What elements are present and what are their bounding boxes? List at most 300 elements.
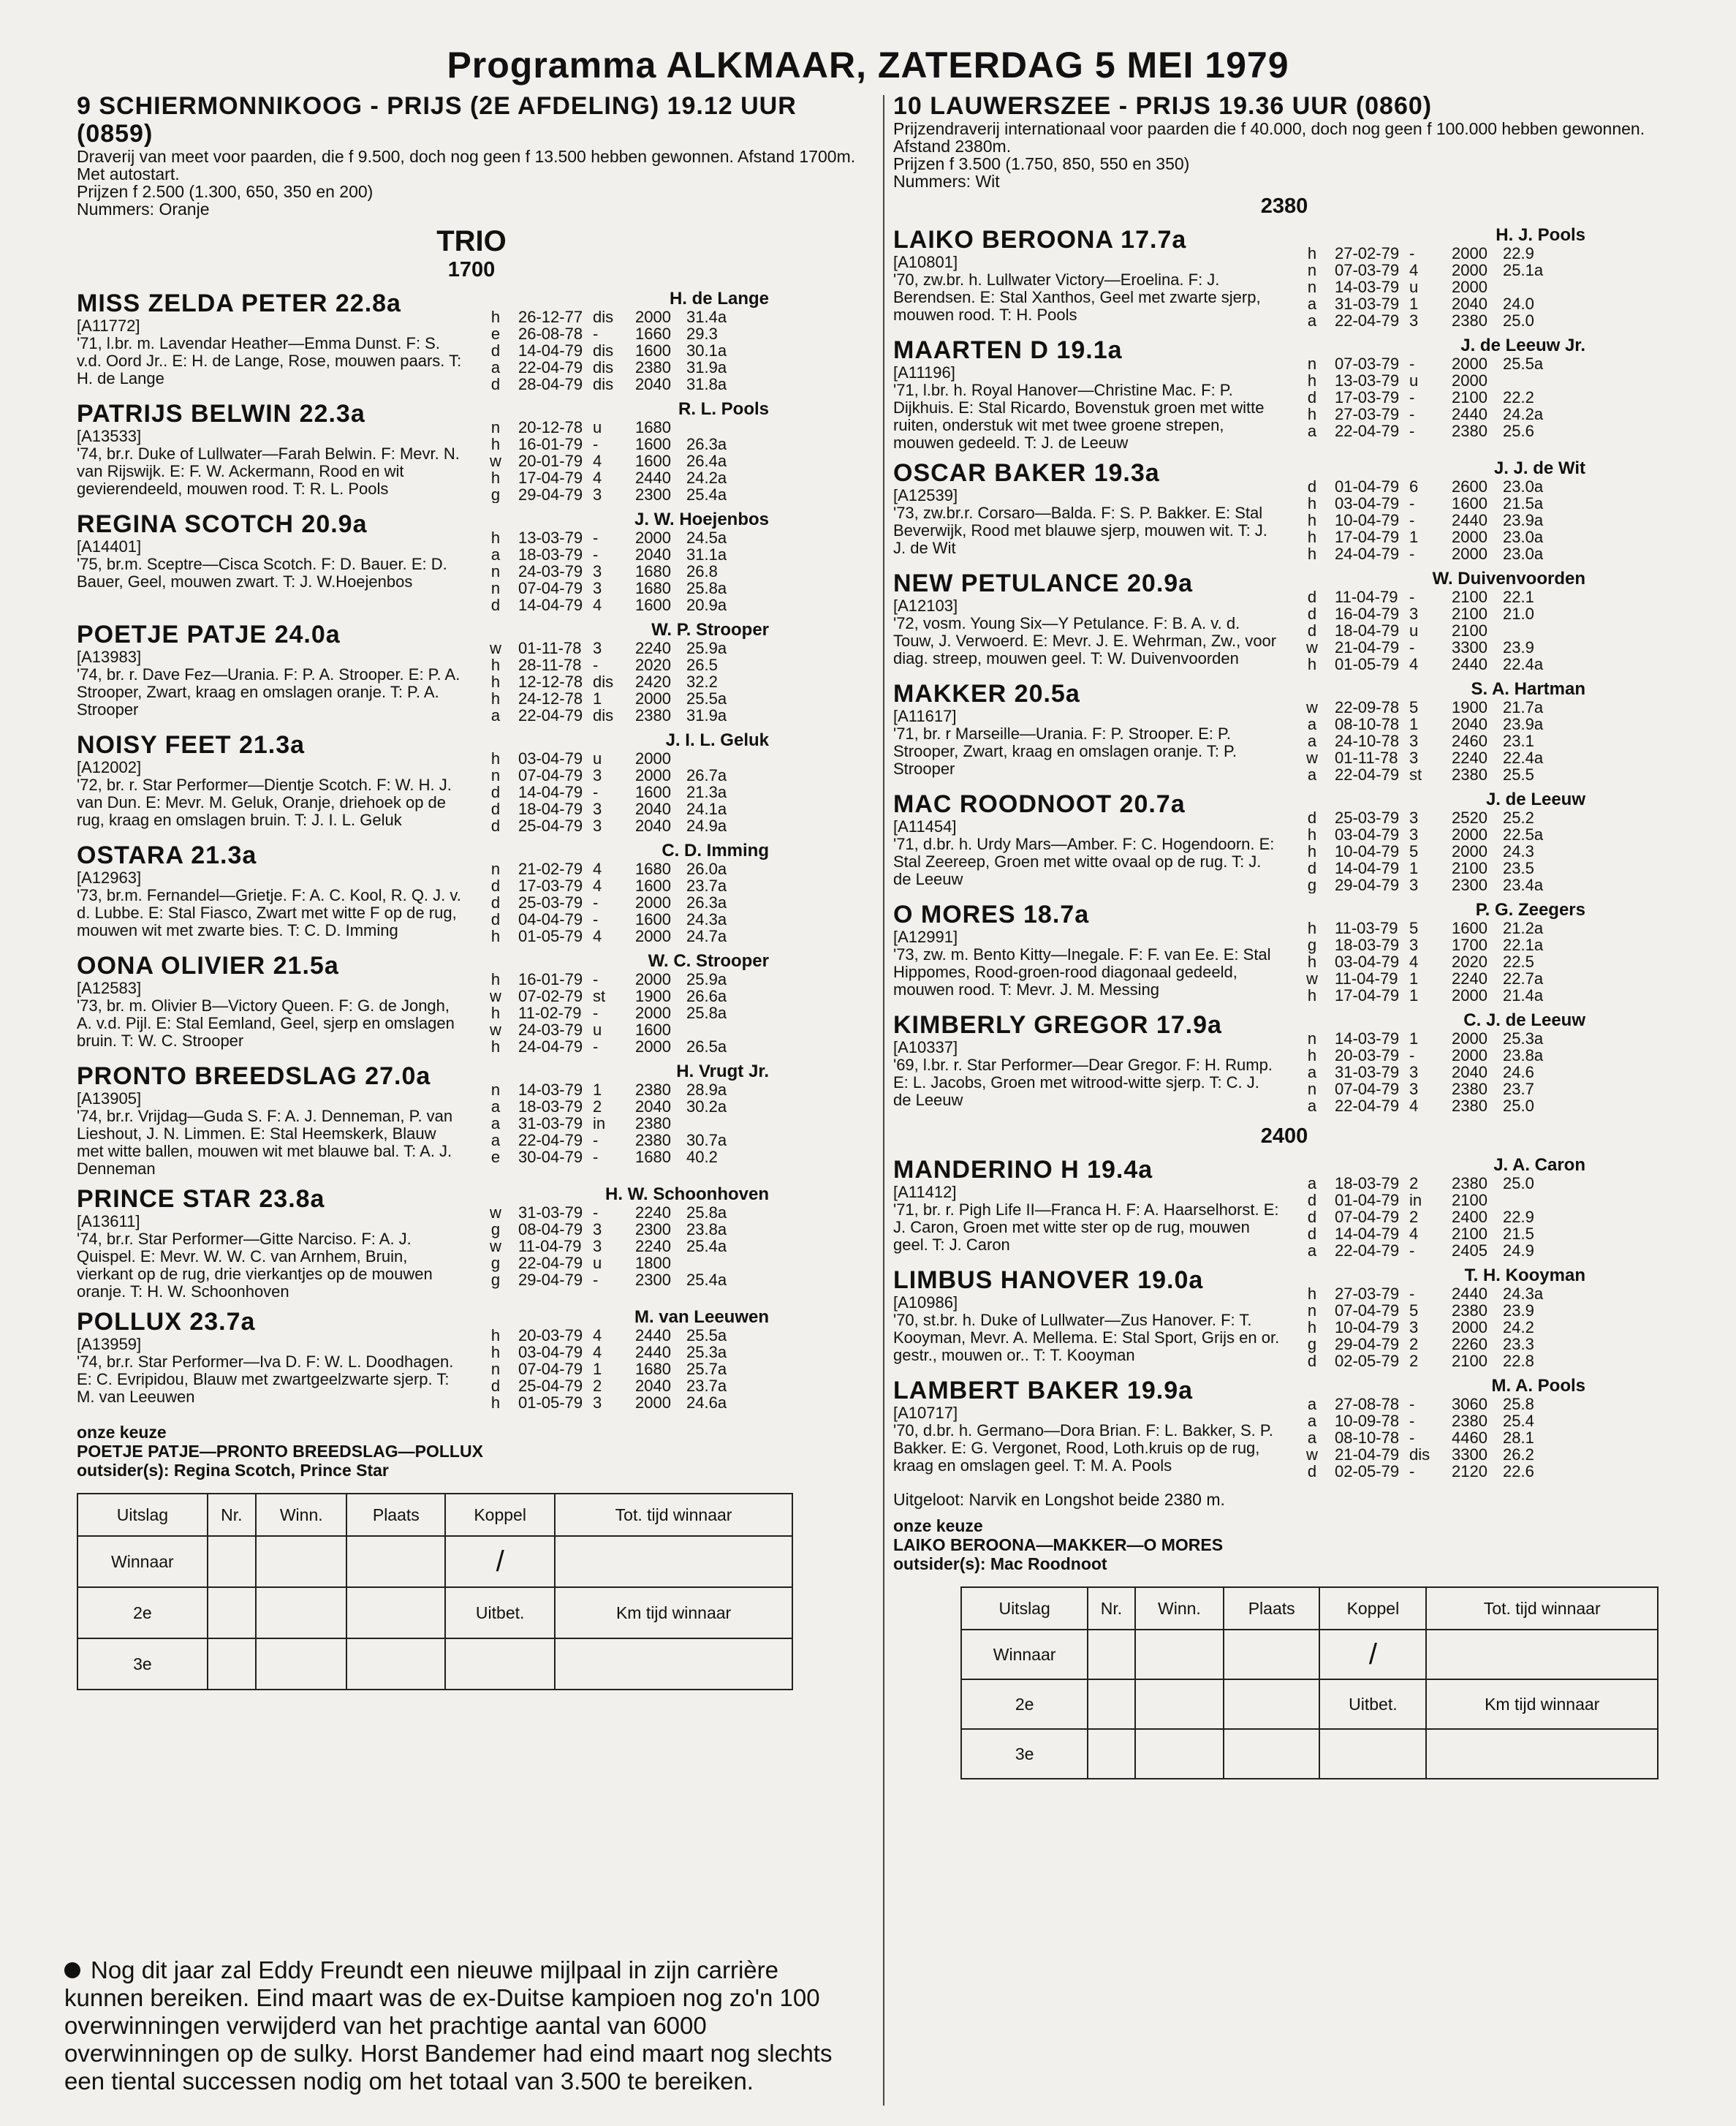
run-time: 23.3 (1503, 1335, 1534, 1353)
run-time: 31.9a (686, 706, 727, 724)
run-distance: 2600 (1452, 477, 1487, 496)
race-numbers: Nummers: Oranje (77, 200, 210, 219)
run-row (1289, 1302, 1585, 1319)
run-place: 4 (1409, 261, 1419, 279)
horse-id: [A11412] (893, 1183, 957, 1201)
track-code: e (490, 1148, 501, 1166)
run-date: 14-04-79 (518, 341, 583, 360)
run-date: 07-04-79 (518, 1360, 583, 1378)
run-date: 01-11-78 (518, 639, 582, 657)
run-date: 20-03-79 (518, 1326, 583, 1344)
run-distance: 2040 (635, 817, 671, 834)
track-code: n (1307, 261, 1317, 279)
horse-info (893, 680, 1281, 778)
track-code: d (1307, 1462, 1317, 1480)
run-distance: 3300 (1452, 1445, 1487, 1464)
run-place: - (593, 545, 599, 564)
cell[interactable] (346, 1638, 445, 1690)
run-distance: 2040 (635, 1377, 671, 1395)
cell[interactable] (445, 1638, 555, 1690)
horse-pedigree: '71, br. r. Pigh Life II—Franca H. F: A. Haarselhorst. E: J. Caron, Groen met witte ster op de rug, mouwen geel. T: J. Caron (893, 1200, 1279, 1254)
cell[interactable] (256, 1638, 347, 1690)
track-code: d (1307, 1352, 1317, 1369)
horse-name: POETJE PATJE 24.0a (77, 621, 341, 648)
run-place: - (593, 325, 599, 343)
col-koppel: Koppel (1319, 1587, 1426, 1630)
run-place: u (1409, 278, 1419, 296)
run-distance: 2100 (1452, 1225, 1487, 1243)
cell[interactable] (1224, 1729, 1319, 1779)
run-place: 3 (593, 639, 602, 657)
run-distance: 2380 (1452, 1301, 1487, 1320)
track-code: d (490, 783, 501, 801)
run-date: 13-03-79 (518, 529, 583, 547)
run-time: 32.2 (686, 673, 718, 691)
cell[interactable] (1224, 1679, 1319, 1729)
horse-name: OSCAR BAKER 19.3a (893, 459, 1160, 487)
run-place: 1 (593, 1081, 602, 1099)
run-place: 4 (593, 1343, 602, 1361)
horse-pedigree: '74, br.r. Star Performer—Gitte Narciso. F: A. J. Quispel. E: Mevr. W. W. C. van Arnhem, Bruin, vierkant op de rug, drie vierkantjes op de mouwen oranje. T: H. W. Schoonhoven (77, 1230, 433, 1301)
cell[interactable] (346, 1587, 445, 1638)
run-date: 01-11-78 (1335, 749, 1398, 767)
cell[interactable] (1135, 1630, 1224, 1679)
bullet-icon (64, 1962, 80, 1978)
track-code: w (490, 987, 501, 1005)
cell[interactable] (1135, 1679, 1224, 1729)
run-row (473, 436, 769, 453)
run-distance: 2000 (1452, 1046, 1487, 1064)
run-distance: 3060 (1452, 1395, 1487, 1413)
run-date: 07-03-79 (1335, 261, 1400, 279)
run-distance: 1680 (635, 579, 671, 597)
run-row (1289, 1396, 1585, 1412)
track-code: n (1307, 278, 1317, 296)
run-date: 18-04-79 (1335, 621, 1400, 640)
run-place: - (1409, 244, 1415, 262)
run-time: 28.9a (686, 1081, 727, 1099)
run-date: 22-04-79 (518, 706, 583, 724)
track-code: h (490, 308, 501, 326)
track-code: h (1307, 371, 1317, 390)
horse-id: [A14401] (77, 537, 142, 556)
run-distance: 1600 (635, 341, 671, 360)
horse-id: [A10337] (893, 1038, 958, 1056)
result-table (77, 1493, 793, 1690)
trainer-name: T. H. Kooyman (1464, 1266, 1585, 1285)
horse-id: [A12963] (77, 869, 142, 887)
run-row (473, 1344, 769, 1361)
run-place: 3 (593, 579, 602, 597)
run-row (1289, 766, 1585, 783)
horse-pedigree: '73, zw.br.r. Corsaro—Balda. F: S. P. Bakker. E: Stal Beverwijk, Rood met blauwe sjerp, mouwen wit. T: J. J. de Wit (893, 504, 1267, 557)
run-date: 02-05-79 (1335, 1462, 1400, 1480)
run-place: 5 (1409, 1301, 1419, 1320)
horse-info (893, 1377, 1281, 1475)
horse-number (893, 796, 896, 824)
run-time: 23.1 (1503, 732, 1534, 750)
run-date: 29-04-79 (518, 1271, 583, 1289)
run-row (473, 419, 769, 436)
track-code: w (490, 639, 501, 657)
cell[interactable] (346, 1536, 445, 1587)
run-row (1289, 478, 1585, 495)
cell[interactable] (1135, 1729, 1224, 1779)
trainer-name: H. W. Schoonhoven (604, 1185, 769, 1204)
run-date: 13-03-79 (1335, 371, 1400, 390)
track-code: d (1307, 621, 1317, 640)
cell[interactable] (1088, 1679, 1135, 1729)
race-heading: 9 SCHIERMONNIKOOG - PRIJS (2E AFDELING) 19.12 UUR (0859) (77, 92, 797, 148)
track-code: a (1307, 1395, 1317, 1413)
run-time: 23.5 (1503, 859, 1534, 877)
horse-form (473, 1185, 769, 1288)
run-place: 2 (1409, 1335, 1419, 1353)
track-code: h (1307, 511, 1317, 529)
run-date: 24-04-79 (518, 1037, 583, 1055)
run-row (473, 1115, 769, 1132)
run-place: - (593, 1271, 599, 1289)
horse-info (77, 290, 464, 387)
track-code: h (1307, 1285, 1317, 1303)
run-distance: 1900 (1452, 698, 1487, 716)
horse-pedigree: '71, l.br. h. Royal Hanover—Christine Mac. F: P. Dijkhuis. E: Stal Ricardo, Bovenstuk groen met witte ruiten, onderstuk wit met twee groene strepen, mouwen gedeeld. T: J. de Leeuw (893, 381, 1265, 452)
run-distance: 2000 (635, 766, 671, 784)
run-time: 21.3a (686, 783, 727, 801)
run-distance: 1600 (635, 910, 671, 928)
run-time: 22.9 (1503, 1208, 1534, 1226)
row-2e: 2e (77, 1587, 208, 1638)
run-place: 3 (593, 766, 602, 784)
run-row (1289, 656, 1585, 673)
horse-form (1289, 336, 1585, 439)
run-date: 20-12-78 (518, 418, 583, 436)
race-prizes: Prijzen f 3.500 (1.750, 850, 550 en 350) (893, 154, 1190, 173)
horse-pedigree: '75, br.m. Sceptre—Cisca Scotch. F: D. Bauer. E: D. Bauer, Geel, mouwen zwart. T: J. W.Hoejenbos (77, 555, 447, 591)
run-distance: 2440 (1452, 511, 1487, 529)
run-time: 22.9 (1503, 244, 1534, 262)
track-code: e (490, 325, 501, 343)
col-uitslag: Uitslag (77, 1494, 208, 1536)
run-date: 20-03-79 (1335, 1046, 1400, 1064)
cell[interactable] (1224, 1630, 1319, 1679)
run-date: 10-04-79 (1335, 1318, 1400, 1336)
run-date: 27-03-79 (1335, 405, 1400, 423)
track-code: w (490, 452, 501, 470)
run-row (1289, 545, 1585, 562)
run-time: 21.5 (1503, 1225, 1534, 1243)
horse-form (1289, 680, 1585, 783)
run-date: 25-03-79 (1335, 809, 1400, 827)
horse-name: KIMBERLY GREGOR 17.9a (893, 1011, 1222, 1039)
cell[interactable] (1319, 1729, 1426, 1779)
row-winnaar: Winnaar (77, 1536, 208, 1587)
run-row (473, 657, 769, 673)
track-code: d (490, 375, 501, 393)
run-date: 22-04-79 (518, 358, 583, 377)
run-date: 24-10-78 (1335, 732, 1400, 750)
run-row (1289, 970, 1585, 987)
horse-pedigree: '71, br. r Marseille—Urania. F: P. Strooper. E: P. Strooper, Zwart, kraag en omslagen oranje. T: P. Strooper (893, 725, 1237, 778)
run-distance: 2000 (1452, 825, 1487, 844)
run-distance: 2000 (635, 529, 671, 547)
track-code: d (1307, 605, 1317, 623)
horse-name: MISS ZELDA PETER 22.8a (77, 290, 401, 317)
trainer-name: H. J. Pools (1496, 226, 1585, 245)
run-place: u (593, 1254, 602, 1272)
run-row (1289, 1242, 1585, 1259)
run-time: 28.1 (1503, 1429, 1534, 1447)
run-row (1289, 512, 1585, 529)
run-time: 23.9a (1503, 511, 1544, 529)
track-code: h (490, 927, 501, 945)
track-code: d (490, 817, 501, 834)
run-date: 08-10-78 (1335, 1429, 1400, 1447)
run-distance: 2000 (1452, 545, 1487, 562)
track-code: a (490, 706, 501, 724)
horse-list (77, 290, 866, 1411)
horse-info (77, 952, 464, 1050)
run-distance: 2100 (1452, 621, 1487, 640)
horse-id: [A12991] (893, 928, 958, 946)
run-distance: 2000 (635, 1004, 671, 1022)
run-date: 14-03-79 (1335, 1029, 1400, 1048)
run-distance: 2100 (1452, 388, 1487, 406)
horse-number (77, 406, 80, 434)
run-distance: 2300 (635, 1220, 671, 1238)
track-code: w (490, 1203, 501, 1222)
horse-name: NEW PETULANCE 20.9a (893, 570, 1194, 597)
horse-info (893, 1266, 1281, 1364)
run-place: 3 (593, 485, 602, 503)
run-date: 22-04-79 (1335, 1241, 1400, 1259)
horse-id: [A12002] (77, 758, 142, 776)
run-place: dis (593, 358, 614, 377)
cell[interactable] (555, 1638, 792, 1690)
run-date: 14-04-79 (1335, 1225, 1400, 1243)
track-code: h (490, 435, 501, 453)
horse-id: [A11617] (893, 707, 957, 725)
run-row (1289, 809, 1585, 826)
run-row (473, 1149, 769, 1165)
cell[interactable] (208, 1638, 256, 1690)
run-place: u (1409, 621, 1419, 640)
run-time: 26.2 (1503, 1445, 1534, 1464)
run-distance: 1660 (635, 325, 671, 343)
cell[interactable] (208, 1587, 256, 1638)
run-time: 25.5 (1503, 765, 1534, 783)
run-time: 23.7 (1503, 1080, 1534, 1098)
col-plaats: Plaats (346, 1494, 445, 1536)
track-code: n (490, 766, 501, 784)
horse-pedigree: '73, zw. m. Bento Kitty—Inegale. F: F. van Ee. E: Stal Hippomes, Rood-groen-rood diagonaal gedeeld, mouwen rood. T: Mevr. J. M. Messing (893, 945, 1271, 999)
cell[interactable] (555, 1536, 792, 1587)
row-3e: 3e (77, 1638, 208, 1690)
run-distance: 2000 (1452, 1029, 1487, 1048)
run-row (473, 928, 769, 945)
run-distance: 2380 (635, 358, 671, 377)
run-distance: 2000 (1452, 1318, 1487, 1336)
track-code: w (1306, 969, 1318, 988)
run-place: 1 (1409, 969, 1419, 988)
run-row (473, 784, 769, 801)
run-row (473, 469, 769, 486)
run-distance: 2020 (635, 656, 671, 674)
run-place: 4 (593, 860, 602, 878)
run-place: - (1409, 1412, 1415, 1430)
run-row (473, 1098, 769, 1115)
run-row (473, 1204, 769, 1221)
run-distance: 2260 (1452, 1335, 1487, 1353)
distance-label: 1700 (447, 258, 496, 281)
run-place: 4 (593, 469, 602, 487)
horse-pedigree: '74, br. r. Dave Fez—Urania. F: P. A. Strooper. E: P. A. Strooper, Zwart, kraag en omslagen oranje. T: P. A. Strooper (77, 665, 460, 719)
run-distance: 2300 (635, 485, 671, 503)
run-time: 25.2 (1503, 809, 1534, 827)
run-row (473, 988, 769, 1005)
run-row (473, 690, 769, 707)
run-place: 3 (593, 1220, 602, 1238)
cell[interactable] (1088, 1729, 1135, 1779)
cell[interactable] (256, 1587, 347, 1638)
run-place: 4 (1409, 1225, 1419, 1243)
run-time: 21.5a (1503, 494, 1544, 512)
track-code: h (490, 529, 501, 547)
run-place: - (1409, 1046, 1415, 1064)
run-row (473, 1005, 769, 1021)
run-date: 16-01-79 (518, 435, 583, 453)
run-time: 24.9 (1503, 1241, 1534, 1259)
track-code: n (490, 562, 501, 580)
track-code: h (1307, 953, 1317, 971)
run-date: 01-05-79 (518, 1393, 583, 1411)
run-date: 07-04-79 (518, 766, 583, 784)
km-tijd-label: Km tijd winnaar (1426, 1679, 1658, 1729)
run-date: 26-12-77 (518, 308, 583, 326)
run-place: 4 (593, 877, 602, 895)
uitbet-label: Uitbet. (1319, 1679, 1426, 1729)
run-distance: 1800 (635, 1254, 671, 1272)
run-place: - (593, 529, 599, 547)
cell[interactable] (256, 1536, 347, 1587)
run-time: 22.4a (1503, 655, 1544, 673)
horse-pedigree: '73, br.m. Fernandel—Grietje. F: A. C. Kool, R. Q. J. v. d. Lubbe. E: Stal Fiasco, Zwart met witte F op de rug, mouwen wit met zwarte bies. T: C. D. Imming (77, 886, 461, 939)
horse-form (473, 952, 769, 1055)
column-divider (883, 95, 884, 2106)
run-row (1289, 860, 1585, 877)
col-plaats: Plaats (1224, 1587, 1319, 1630)
horse-pedigree: '70, zw.br. h. Lullwater Victory—Eroelina. F: J. Berendsen. E: Stal Xanthos, Geel met zwarte sjerp, mouwen rood. T: H. Pools (893, 271, 1261, 324)
run-row (473, 1271, 769, 1288)
run-place: - (1409, 588, 1415, 606)
horse-name: PRONTO BREEDSLAG 27.0a (77, 1062, 431, 1090)
trainer-name: W. Duivenvoorden (1432, 570, 1585, 589)
cell[interactable] (1088, 1630, 1135, 1679)
run-distance: 2380 (1452, 1097, 1487, 1114)
cell[interactable] (1426, 1729, 1658, 1779)
run-row (1289, 1064, 1585, 1081)
run-date: 03-04-79 (1335, 953, 1400, 971)
trainer-name: J. de Leeuw (1485, 790, 1585, 809)
horse-name: NOISY FEET 21.3a (77, 731, 306, 759)
run-date: 22-04-79 (518, 1254, 583, 1272)
horse-pedigree: '74, br.r. Vrijdag—Guda S. F: A. J. Denneman, P. van Lieshout, J. N. Limmen. E: Stal Heemskerk, Blauw met witte ballen, mouwen wit met blauwe bal. T: A. J. Denneman (77, 1107, 453, 1178)
horse-id: [A10986] (893, 1293, 958, 1312)
horse-info (893, 1011, 1281, 1109)
track-code: d (490, 893, 501, 912)
run-date: 01-04-79 (1335, 477, 1400, 496)
run-time: 25.8a (686, 1203, 727, 1222)
horse-id: [A11454] (893, 817, 957, 836)
run-row (473, 325, 769, 342)
run-date: 11-04-79 (1335, 588, 1398, 606)
run-row (1289, 1319, 1585, 1336)
run-date: 26-08-78 (518, 325, 583, 343)
horse-entry (893, 790, 1675, 893)
run-date: 02-05-79 (1335, 1352, 1400, 1369)
run-distance: 2240 (1452, 749, 1487, 767)
horse-info (893, 459, 1281, 557)
run-place: - (593, 970, 599, 988)
run-row (473, 971, 769, 988)
run-time: 30.1a (686, 341, 727, 360)
run-date: 03-04-79 (518, 749, 583, 768)
cell[interactable] (1426, 1630, 1658, 1679)
run-place: u (1409, 371, 1419, 390)
run-distance: 1680 (635, 1360, 671, 1378)
run-row (473, 486, 769, 503)
run-distance: 2000 (635, 1393, 671, 1411)
run-place: - (1409, 422, 1415, 440)
track-code: w (1306, 1445, 1318, 1464)
track-code: a (1307, 311, 1317, 329)
horse-form (1289, 790, 1585, 893)
horse-info (77, 1308, 464, 1406)
run-distance: 2380 (635, 1081, 671, 1099)
run-time: 24.9a (686, 817, 727, 834)
horse-entry (893, 1266, 1675, 1369)
horse-number (77, 1314, 80, 1342)
horse-name: REGINA SCOTCH 20.9a (77, 510, 368, 538)
run-place: 4 (593, 452, 602, 470)
run-time: 23.9a (1503, 715, 1544, 733)
horse-number (893, 1382, 896, 1410)
track-code: h (490, 749, 501, 768)
trainer-name: M. A. Pools (1491, 1377, 1585, 1396)
horse-entry (893, 1156, 1675, 1259)
run-time: 31.4a (686, 308, 727, 326)
track-code: d (490, 341, 501, 360)
run-row (473, 640, 769, 657)
run-row (1289, 1429, 1585, 1446)
run-distance: 2100 (1452, 859, 1487, 877)
horse-number (77, 958, 80, 986)
run-date: 18-03-79 (518, 545, 583, 564)
run-place: 3 (593, 817, 602, 834)
run-row (1289, 1336, 1585, 1353)
run-place: 3 (1409, 809, 1419, 827)
run-distance: 2380 (635, 1131, 671, 1149)
horse-list (893, 1156, 1675, 1480)
run-date: 17-03-79 (1335, 388, 1400, 406)
run-distance: 2420 (635, 673, 671, 691)
koppel-slash: / (1319, 1630, 1426, 1679)
run-row (1289, 843, 1585, 860)
run-time: 23.8a (686, 1220, 727, 1238)
cell[interactable] (208, 1536, 256, 1587)
run-date: 18-03-79 (1335, 1174, 1400, 1192)
run-time: 25.3a (686, 1343, 727, 1361)
